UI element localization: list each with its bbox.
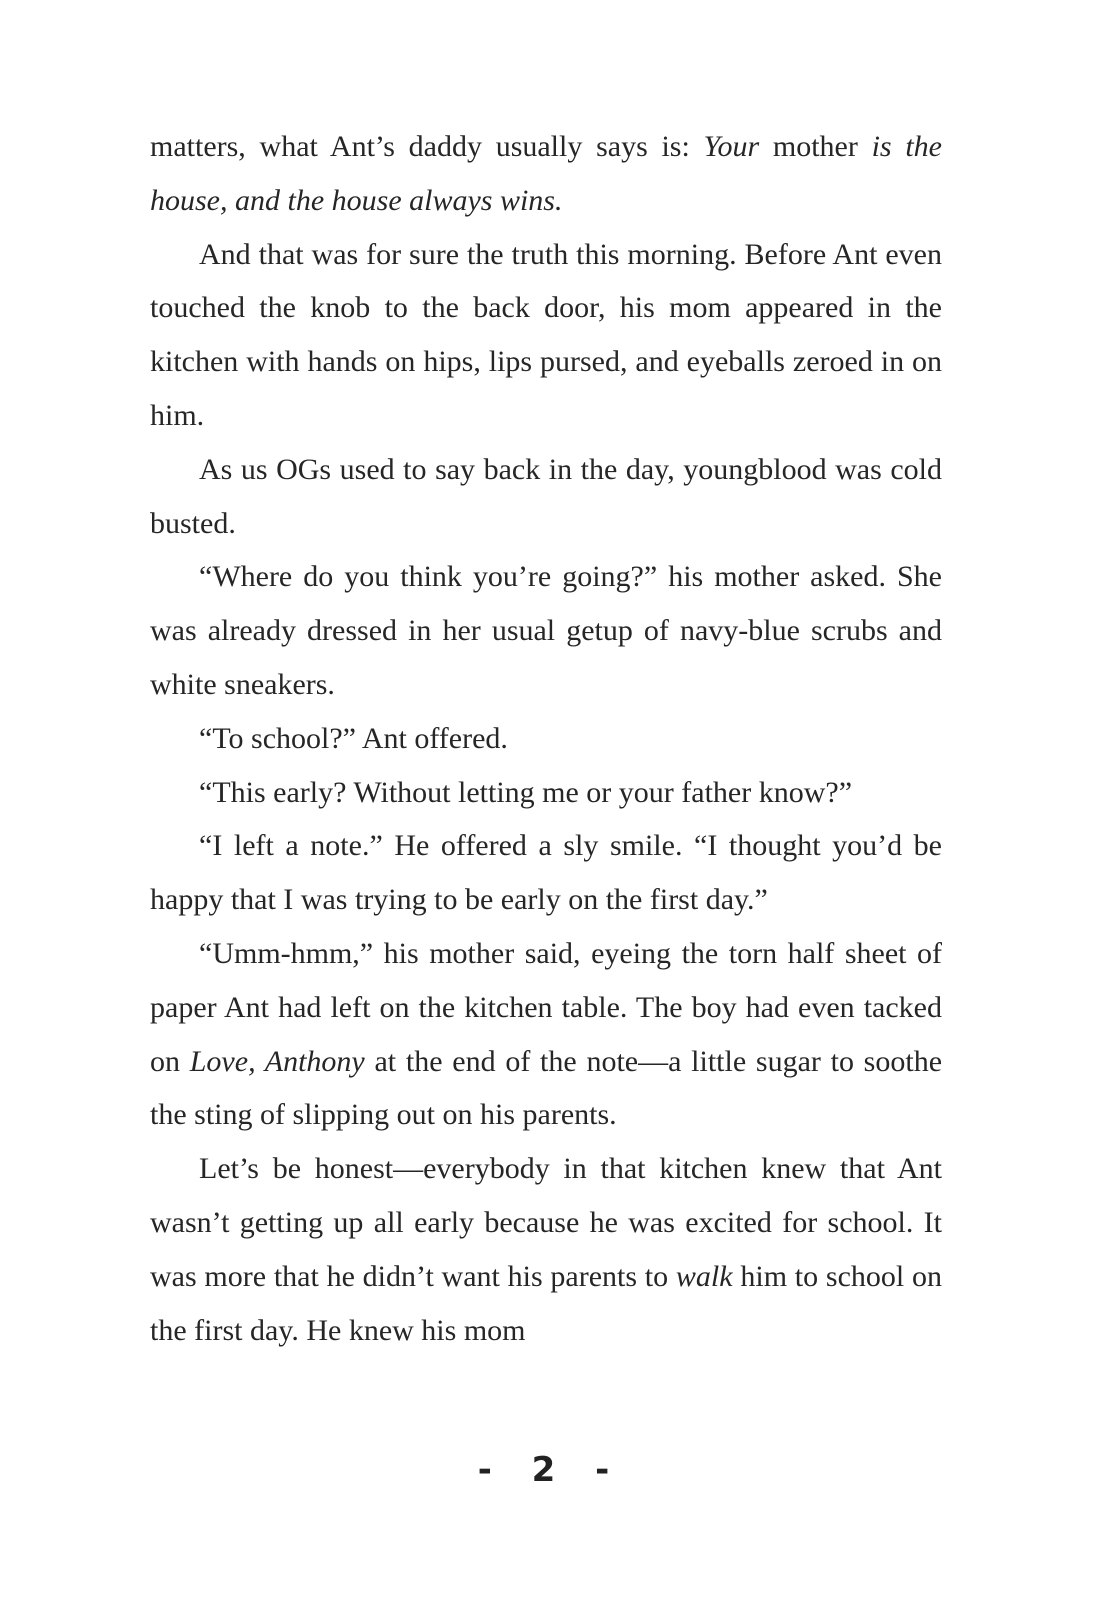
text-run: “This early? Without letting me or your father know?”	[199, 775, 853, 809]
paragraph	[150, 550, 942, 711]
text-run: matters, what Ant’s daddy usually says is:	[150, 130, 704, 163]
italic-text: Your	[703, 130, 760, 163]
paragraph	[150, 1142, 942, 1357]
paragraph	[150, 120, 942, 228]
paragraph	[150, 712, 942, 766]
text-run: Let’s be honest—everybody in that kitchen knew that Ant wasn’t getting up all early because he was excited for school. It was more that he didn’t want his parents to	[150, 1152, 942, 1293]
paragraph	[150, 927, 942, 1142]
body-text	[150, 120, 942, 1357]
page-number: - 2 -	[477, 1450, 624, 1490]
paragraph	[150, 819, 942, 927]
text-run: “To school?” Ant offered.	[199, 721, 508, 755]
text-run: at the end of the note—a little sugar to soothe the sting of slipping out on his parents.	[150, 1044, 943, 1132]
italic-text: is the house, and the house always wins.	[150, 130, 942, 217]
text-run: him to school on the first day. He knew his mom	[150, 1259, 942, 1347]
paragraph	[150, 228, 942, 443]
paragraph	[150, 766, 942, 820]
text-run: “Where do you think you’re going?” his mother asked. She was already dressed in her usual getup of navy-blue scrubs and white sneakers.	[150, 560, 942, 701]
text-run: As us OGs used to say back in the day, youngblood was cold busted.	[150, 452, 942, 540]
italic-text: Love, Anthony	[189, 1044, 365, 1078]
text-run: And that was for sure the truth this morning. Before Ant even touched the knob to the back door, his mom appeared in the kitchen with hands on hips, lips pursed, and eyeballs zeroed in on him.	[150, 237, 942, 432]
italic-text: walk	[675, 1259, 733, 1293]
text-run: mother	[759, 130, 872, 163]
paragraph	[150, 443, 942, 551]
text-run: “I left a note.” He offered a sly smile. “I thought you’d be happy that I was trying to be early on the first day.”	[150, 829, 942, 917]
text-run: “Umm-hmm,” his mother said, eyeing the torn half sheet of paper Ant had left on the kitchen table. The boy had even tacked on	[150, 936, 942, 1078]
